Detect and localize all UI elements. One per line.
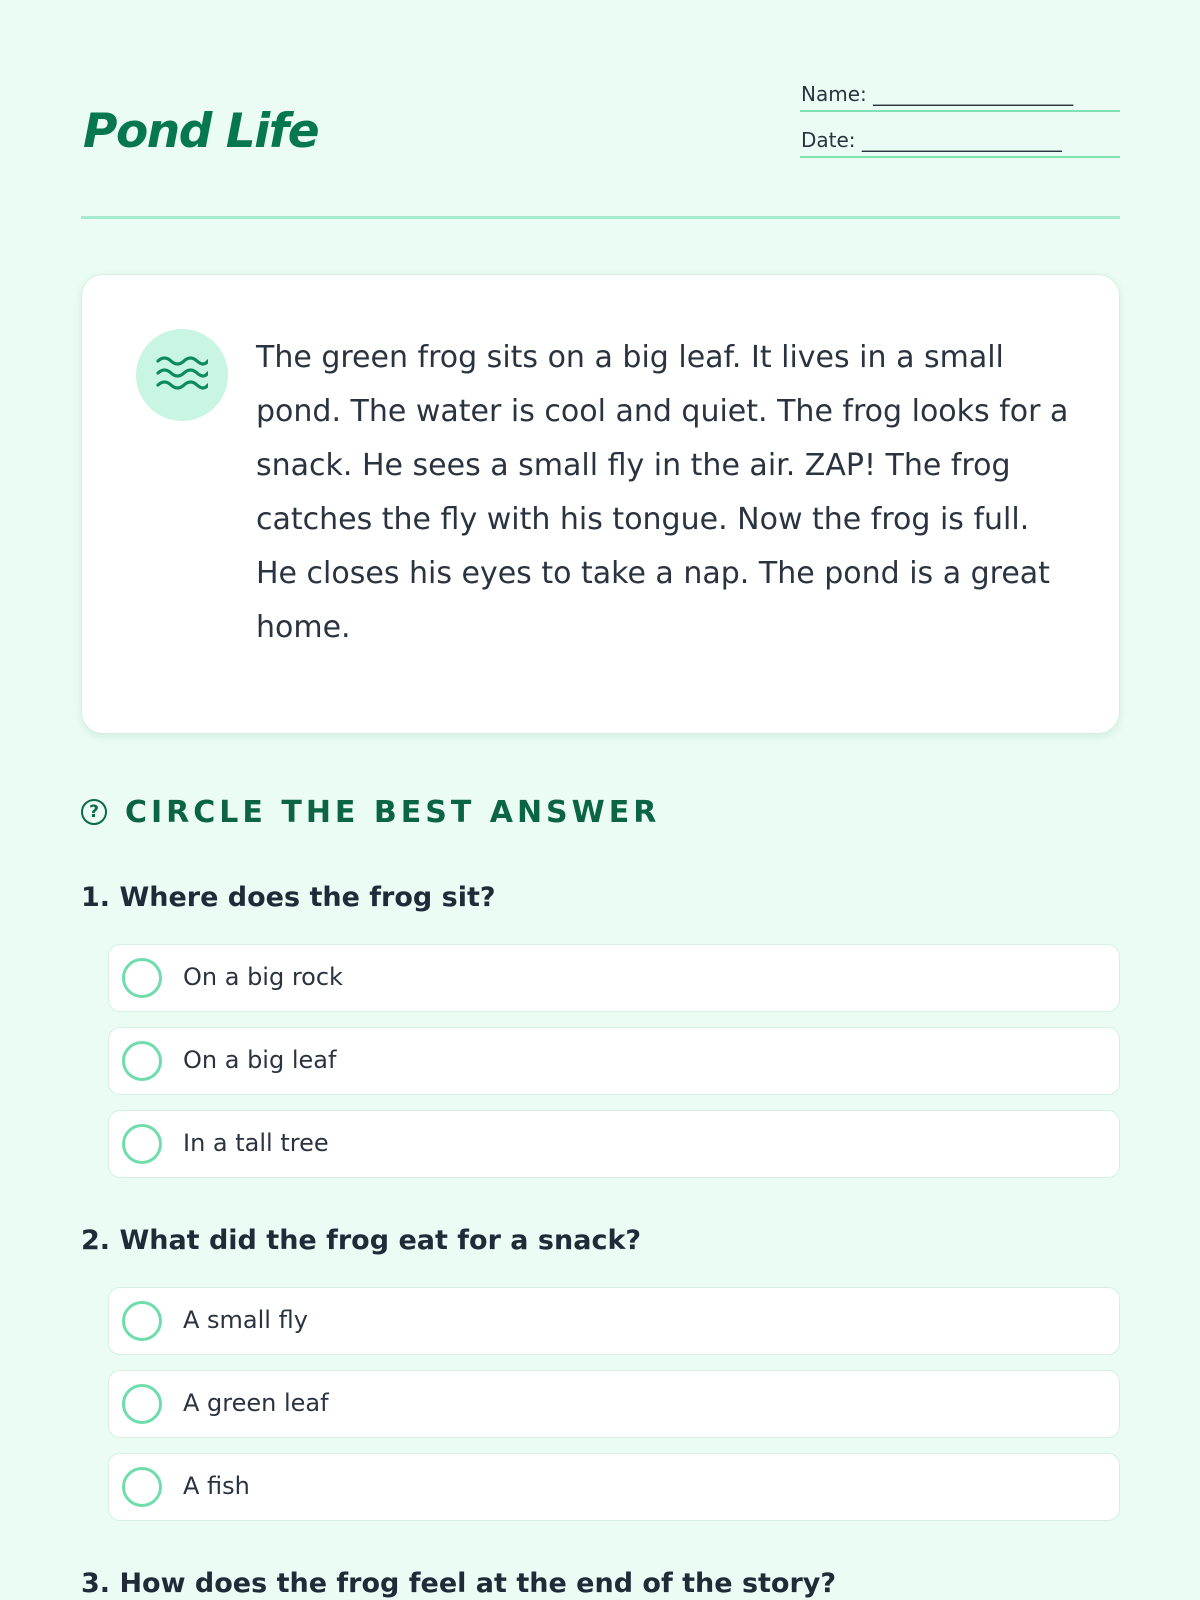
question-2-option-3[interactable] [108,1453,1120,1521]
option-label: A fish [183,1472,250,1500]
answer-circle-icon[interactable] [122,1301,162,1341]
question-1-option-3[interactable] [108,1110,1120,1178]
name-field[interactable] [800,70,1120,112]
question-3: 3. How does the frog feel at the end of the story? [81,1568,837,1599]
student-info [800,70,1120,162]
story-card [81,274,1120,734]
date-field[interactable] [800,116,1120,158]
question-2: 2. What did the frog eat for a snack? [81,1225,642,1256]
question-1: 1. Where does the frog sit? [81,882,496,913]
question-2-option-1[interactable] [108,1287,1120,1355]
answer-circle-icon[interactable] [122,958,162,998]
story-text: The green frog sits on a big leaf. It lives in a small pond. The water is cool and quiet. The frog looks for a snack. He sees a small fly in the air. ZAP! The frog catches the fly with his tongue. Now the frog is full. He closes his eyes to take a nap. The pond is a great home. [256,340,1069,645]
waves-icon [136,329,228,421]
date-field-label: Date: ____________________ [801,128,1062,152]
option-label: A small fly [183,1306,308,1334]
section-heading [81,795,660,829]
section-title: CIRCLE THE BEST ANSWER [125,794,661,830]
name-field-label: Name: ____________________ [801,82,1074,106]
answer-circle-icon[interactable] [122,1467,162,1507]
answer-circle-icon[interactable] [122,1041,162,1081]
answer-circle-icon[interactable] [122,1124,162,1164]
option-label: A green leaf [183,1389,329,1417]
question-1-option-1[interactable] [108,944,1120,1012]
option-label: On a big leaf [183,1046,337,1074]
option-label: On a big rock [183,963,343,991]
header-divider [81,216,1120,219]
question-circle-icon: ? [81,799,107,825]
question-2-option-2[interactable] [108,1370,1120,1438]
option-label: In a tall tree [183,1129,329,1157]
question-1-option-2[interactable] [108,1027,1120,1095]
answer-circle-icon[interactable] [122,1384,162,1424]
page-title: Pond Life [83,104,319,159]
worksheet-page [81,0,1120,1600]
